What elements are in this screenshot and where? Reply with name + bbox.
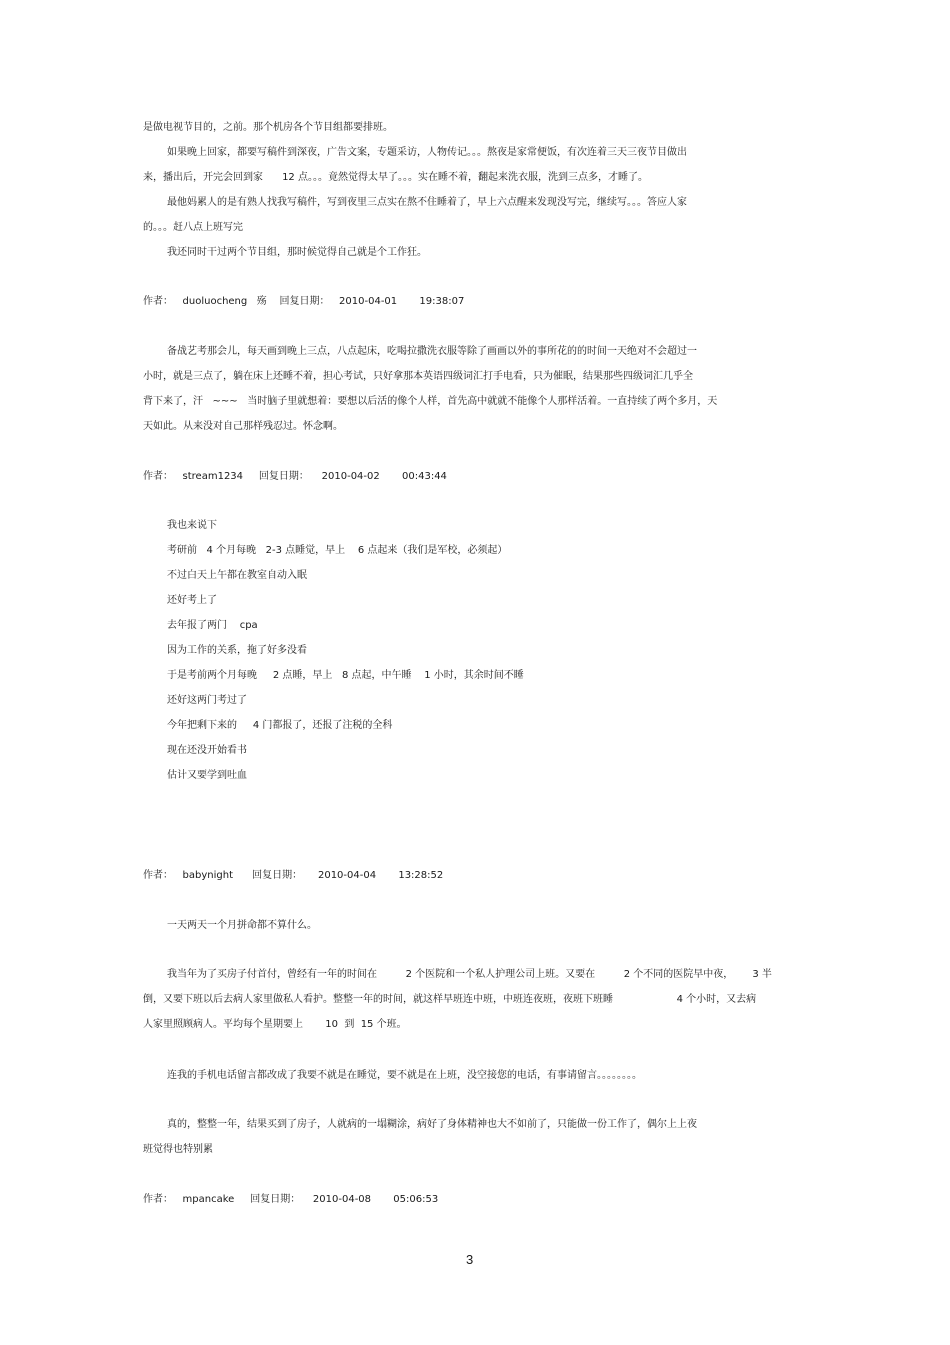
paragraph-line: 去年报了两门 cpa xyxy=(167,620,258,631)
paragraph-line: 因为工作的关系，拖了好多没看 xyxy=(167,645,307,656)
page-number: 3 xyxy=(466,1252,474,1267)
paragraph-line: 真的，整整一年，结果买到了房子，人就病的一塌糊涂，病好了身体精神也大不如前了，只能做一份工作了，偶尔上上夜 xyxy=(167,1119,697,1130)
paragraph-line: 最他妈累人的是有熟人找我写稿件，写到夜里三点实在熬不住睡着了，早上六点醒来发现没写完，继续写。。。答应人家 xyxy=(167,197,687,208)
paragraph-line: 人家里照顾病人。平均每个星期要上 10 到 15 个班。 xyxy=(143,1019,407,1030)
paragraph-line: 一天两天一个月拼命都不算什么。 xyxy=(167,920,317,931)
paragraph-line: 今年把剩下来的 4 门都报了，还报了注税的全科 xyxy=(167,720,393,731)
paragraph-line: 我还同时干过两个节目组，那时候觉得自己就是个工作狂。 xyxy=(167,247,427,258)
paragraph-line: 还好考上了 xyxy=(167,595,217,606)
paragraph-line: 我当年为了买房子付首付，曾经有一年的时间在 2 个医院和一个私人护理公司上班。又要在 2 个不同的医院早中夜， 3 半 xyxy=(167,969,772,980)
paragraph-line: 连我的手机电话留言都改成了我要不就是在睡觉，要不就是在上班，没空接您的电话，有事请留言。。。。。。。。 xyxy=(167,1070,642,1081)
paragraph-line: 还好这两门考过了 xyxy=(167,695,247,706)
author-reply-line: 作者： mpancake 回复日期： 2010-04-08 05:06:53 xyxy=(143,1194,439,1205)
paragraph-line: 我也来说下 xyxy=(167,520,217,531)
paragraph-line: 现在还没开始看书 xyxy=(167,745,247,756)
paragraph-line: 备战艺考那会儿，每天画到晚上三点，八点起床，吃喝拉撒洗衣服等除了画画以外的事所花的的时间一天绝对不会超过一 xyxy=(167,346,697,357)
paragraph-line: 如果晚上回家，都要写稿件到深夜，广告文案，专题采访，人物传记。。。熬夜是家常便饭，有次连着三天三夜节目做出 xyxy=(167,147,687,158)
paragraph-line: 于是考前两个月每晚 2 点睡，早上 8 点起，中午睡 1 小时，其余时间不睡 xyxy=(167,670,524,681)
paragraph-line: 估计又要学到吐血 xyxy=(167,770,247,781)
paragraph-line: 天如此。从来没对自己那样残忍过。怀念啊。 xyxy=(143,421,343,432)
paragraph-line: 倒，又要下班以后去病人家里做私人看护。整整一年的时间，就这样早班连中班，中班连夜班，夜班下班睡 4 个小时，又去病 xyxy=(143,994,757,1005)
paragraph-line: 的。。。赶八点上班写完 xyxy=(143,222,243,233)
paragraph-line: 是做电视节目的，之前。那个机房各个节目组都要排班。 xyxy=(143,122,393,133)
author-reply-line: 作者： babynight 回复日期： 2010-04-04 13:28:52 xyxy=(143,870,444,881)
paragraph-line: 来，播出后，开完会回到家 12 点。。。竟然觉得太早了。。。实在睡不着，翻起来洗衣服，洗到三点多，才睡了。 xyxy=(143,172,648,183)
paragraph-line: 班觉得也特别累 xyxy=(143,1144,213,1155)
paragraph-line: 不过白天上午都在教室自动入眠 xyxy=(167,570,307,581)
paragraph-line: 考研前 4 个月每晚 2-3 点睡觉，早上 6 点起来（我们是军校，必须起） xyxy=(167,545,508,556)
paragraph-line: 背下来了，汗 ~~~ 当时脑子里就想着：要想以后活的像个人样，首先高中就就不能像个人那样活着。一直持续了两个多月，天 xyxy=(143,396,718,407)
paragraph-line: 小时，就是三点了，躺在床上还睡不着，担心考试，只好拿那本英语四级词汇打手电看，只为催眠，结果那些四级词汇几乎全 xyxy=(143,371,693,382)
author-reply-line: 作者： stream1234 回复日期： 2010-04-02 00:43:44 xyxy=(143,471,447,482)
author-reply-line: 作者： duoluocheng 殇 回复日期： 2010-04-01 19:38:07 xyxy=(143,296,465,307)
